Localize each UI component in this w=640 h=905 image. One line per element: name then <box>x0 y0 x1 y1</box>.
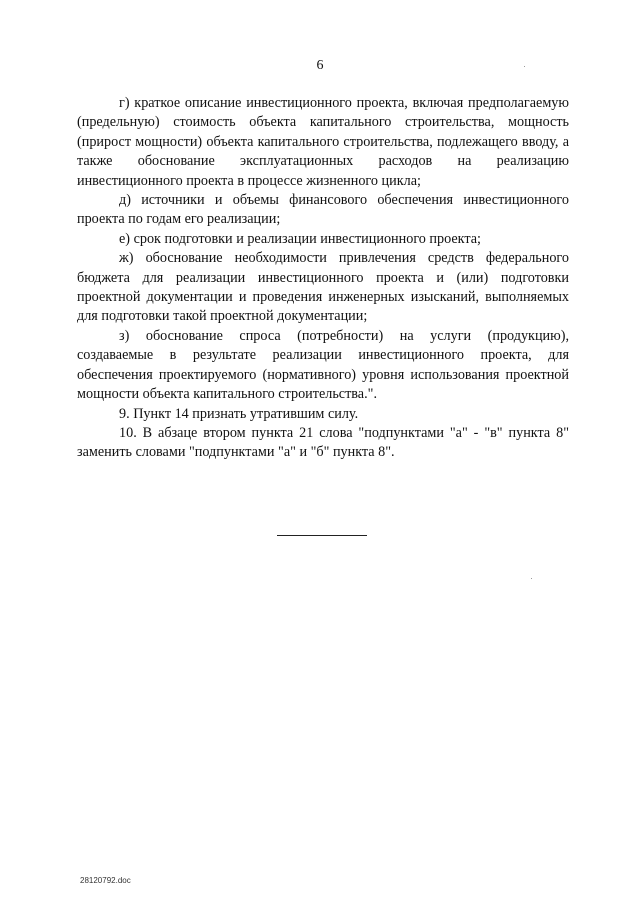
paragraph-item-9: 9. Пункт 14 признать утратившим силу. <box>119 405 359 422</box>
paragraph-z: з) обоснование спроса (потребности) на услуги (продукцию), создаваемые в результате реализации инвестиционного проекта, для обеспечения проектируемого (нормативного) уровня использования проектной мощности объекта капитального строительства.". <box>77 327 569 403</box>
paragraph-item-10: 10. В абзаце втором пункта 21 слова "подпунктами "а" - "в" пункта 8" заменить словами "подпунктами "а" и "б" пункта 8". <box>77 424 569 461</box>
paragraph-g: г) краткое описание инвестиционного проекта, включая предполагаемую (предельную) стоимость объекта капитального строительства, мощность (прирост мощности) объекта капитального строительства, подлежащего вводу, а также обоснование эксплуатационных расходов на реализацию инвестиционного проекта в процессе жизненного цикла; <box>77 95 569 189</box>
paragraph-zh: ж) обоснование необходимости привлечения средств федерального бюджета для реализации инвестиционного проекта и (или) подготовки проектной документации и проведения инженерных изысканий, выполняемых для подготовки такой проектной документации; <box>77 250 569 325</box>
closing-rule <box>277 535 367 536</box>
paragraph-d: д) источники и объемы финансового обеспечения инвестиционного проекта по годам его реализации; <box>77 192 569 228</box>
document-body <box>77 94 569 463</box>
scan-speck <box>531 578 532 579</box>
page-number: 6 <box>316 58 324 73</box>
paragraph-e: е) срок подготовки и реализации инвестиционного проекта; <box>119 230 481 247</box>
footer-filename: 28120792.doc <box>80 876 131 885</box>
scan-speck <box>524 66 525 67</box>
